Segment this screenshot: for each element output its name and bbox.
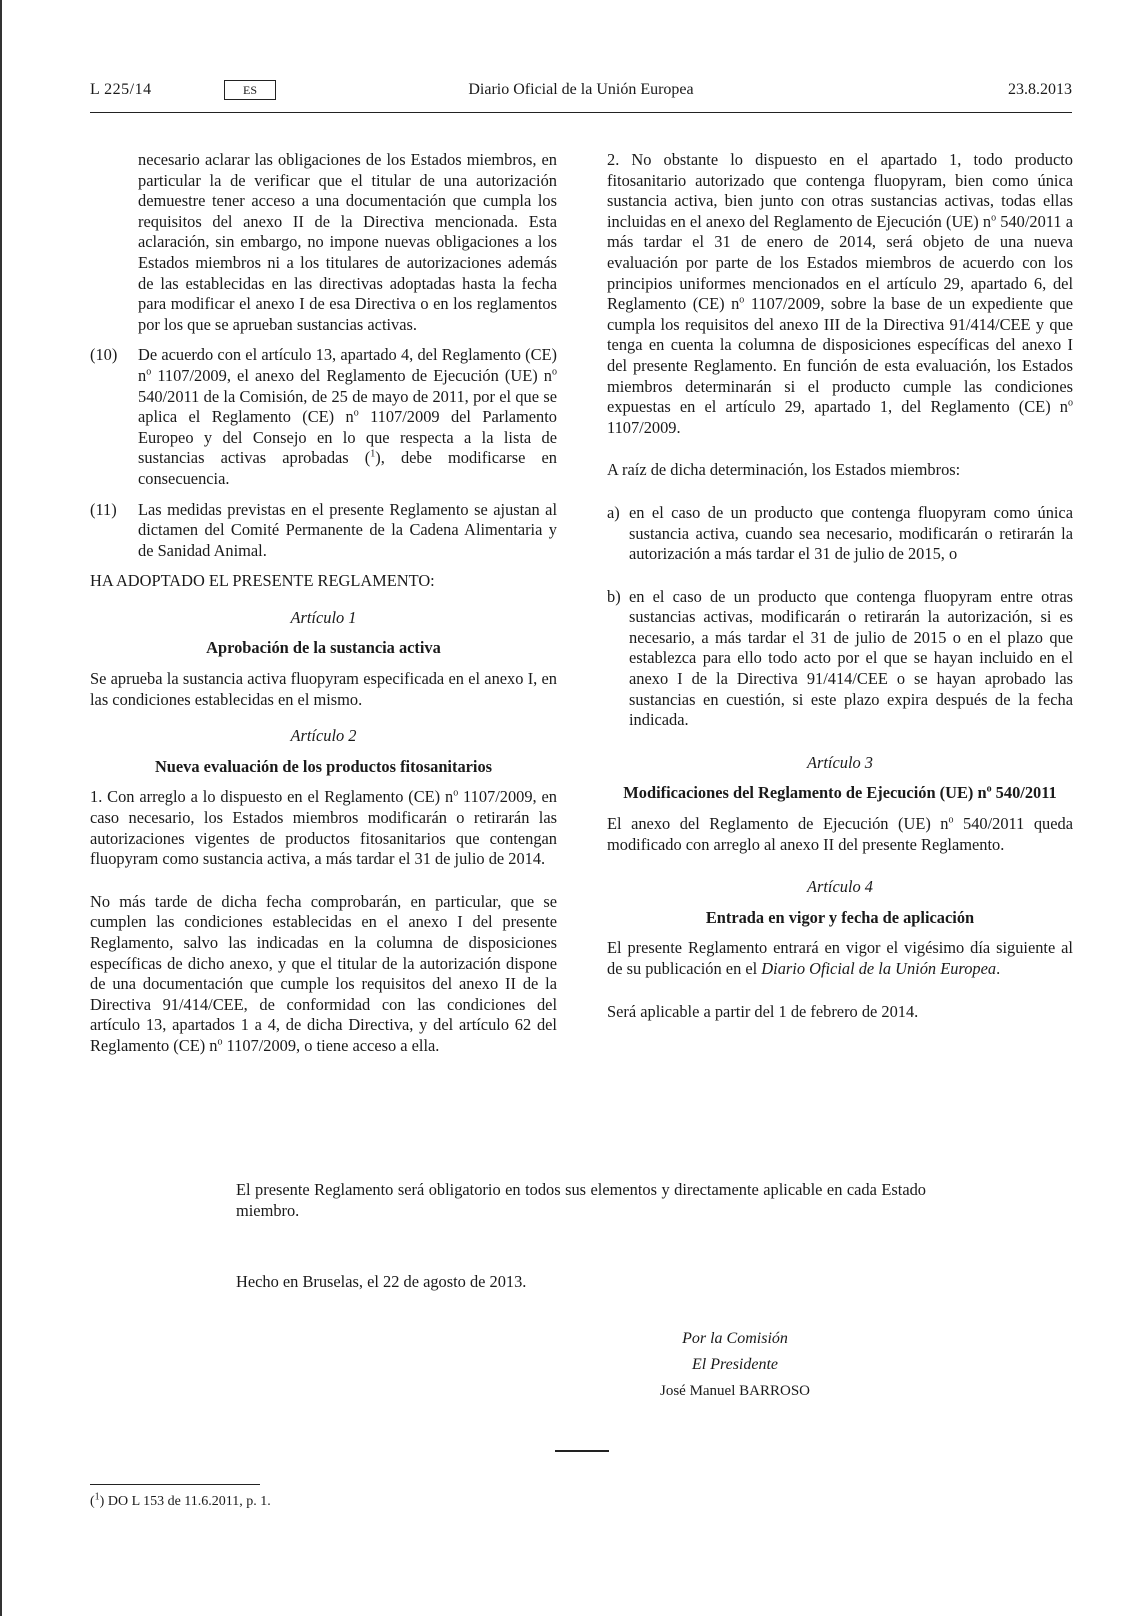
recital-10 <box>90 345 557 489</box>
publication-date: 23.8.2013 <box>1008 81 1072 98</box>
article-4-number: Artículo 4 <box>806 877 873 897</box>
list-text: en el caso de un producto que contenga fluopyram como única sustancia activa, cuando sea necesario, modificarán o retirarán la autorización a más tardar el 31 de julio de 2015, o <box>629 502 1073 564</box>
list-marker: b) <box>607 586 621 606</box>
article-3-number: Artículo 3 <box>806 752 873 772</box>
article-3-text: El anexo del Reglamento de Ejecución (UE) $n^o$ 540/2011 queda modificado con arreglo al anexo II del presente Reglamento. <box>607 814 1073 854</box>
article-2-paragraph-1: 1. Con arreglo a lo dispuesto en el Reglamento (CE) $n^o$ 1107/2009, en caso necesario, los Estados miembros modificarán o retirarán las autorizaciones vigentes de productos fitosanitarios que contengan fluopyram como sustancia activa, a más tardar el 31 de julio de 2014. <box>90 787 557 869</box>
list-item-b <box>607 587 1073 731</box>
article-2-lead-in: A raíz de dicha determinación, los Estados miembros: <box>607 460 961 480</box>
adoption-formula: HA ADOPTADO EL PRESENTE REGLAMENTO: <box>90 571 435 591</box>
list-text: en el caso de un producto que contenga fluopyram entre otras sustancias activas, modificarán o retirarán la autorización, si es necesario, a más tardar el 31 de julio de 2015 o en el plazo que establezca para ello todo acto por el que se hayan incluido en el anexo I de la Directiva 91/414/CEE o se hayan aprobado las sustancias en cuestión, si este plazo expira después de la fecha indicada. <box>629 586 1073 730</box>
journal-title: Diario Oficial de la Unión Europea <box>468 81 694 98</box>
recital-9-continuation: necesario aclarar las obligaciones de los Estados miembros, en particular la de verificar que el titular de una autorización demuestre tener acceso a una documentación que cumpla los requisitos del anexo II de la Directiva mencionada. Esta aclaración, sin embargo, no impone nuevas obligaciones a los Estados miembros ni a los titulares de autorizaciones además de las establecidas en las directivas adoptadas hasta la fecha para modificar el anexo I de esa Directiva o en los reglamentos por los que se aprueban sustancias activas. <box>138 150 557 334</box>
article-1-number: Artículo 1 <box>290 607 357 627</box>
article-4-title: Entrada en vigor y fecha de aplicación <box>705 907 975 927</box>
signature-block <box>620 1326 850 1404</box>
list-item-a <box>607 503 1073 565</box>
article-3-title: Modificaciones del Reglamento de Ejecución (UE) $n^o$ 540/2011 <box>623 783 1057 803</box>
signature-institution: Por la Comisión <box>682 1330 788 1347</box>
signature-name: José Manuel BARROSO <box>659 1383 810 1399</box>
end-of-text-rule <box>555 1450 609 1452</box>
footnote-mark: 1 <box>94 1491 100 1503</box>
signature-role: El Presidente <box>691 1356 779 1373</box>
list-marker: a) <box>607 502 620 522</box>
article-2-number: Artículo 2 <box>290 726 357 746</box>
recital-number: (10) <box>90 345 118 365</box>
recital-11 <box>90 500 557 562</box>
article-2-title: Nueva evaluación de los productos fitosanitarios <box>154 756 493 776</box>
binding-clause: El presente Reglamento será obligatorio en todos sus elementos y directamente aplicable en cada Estado miembro. <box>236 1180 926 1220</box>
page-header <box>90 80 1072 113</box>
article-2-paragraph-2: 2. No obstante lo dispuesto en el apartado 1, todo producto fitosanitario autorizado que contenga fluopyram, bien como única sustancia activa, bien junto con otras sustancias activas, todas ellas incluidas en el anexo del Reglamento de Ejecución (UE) $n^o$ 540/2011 a más tardar el 31 de enero de 2014, será objeto de una nueva evaluación por parte de los Estados miembros de acuerdo con los principios uniformes mencionados en el artículo 29, apartado 6, del Reglamento (CE) $n^o$ 1107/2009, sobre la base de un expediente que cumpla los requisitos del anexo III de la Directiva 91/414/CEE y que tenga en cuenta la columna de disposiciones específicas del anexo I del presente Reglamento. En función de esta evaluación, los Estados miembros determinarán si el producto cumple las condiciones expuestas en el artículo 29, apartado 1, del Reglamento (CE) $n^o$ 1107/2009. <box>607 150 1074 437</box>
place-and-date: Hecho en Bruselas, el 22 de agosto de 2013. <box>236 1272 527 1291</box>
recital-number: (11) <box>90 499 117 519</box>
left-column <box>90 150 557 1057</box>
article-1-text: Se aprueba la sustancia activa fluopyram especificada en el anexo I, en las condiciones establecidas en el mismo. <box>90 669 557 709</box>
footnote: ($^1$) DO L 153 de 11.6.2011, p. 1. <box>90 1491 271 1509</box>
article-4-paragraph-2: Será aplicable a partir del 1 de febrero de 2014. <box>607 1001 919 1021</box>
article-2-paragraph-1-cont: No más tarde de dicha fecha comprobarán, en particular, que se cumplen las condiciones establecidas en el anexo I del presente Reglamento, salvo las indicadas en la columna de disposiciones específicas de dicho anexo, y que el titular de la autorización dispone de una documentación que cumple los requisitos del anexo II de la Directiva 91/414/CEE, de conformidad con las condiciones del artículo 13, apartados 1 a 4, de dicha Directiva, y del artículo 62 del Reglamento (CE) $n^o$ 1107/2009, o tiene acceso a ella. <box>90 891 557 1055</box>
footnote-separator <box>90 1484 260 1485</box>
journal-reference: L 225/14 <box>90 81 152 98</box>
footnote-text: DO L 153 de 11.6.2011, p. 1. <box>104 1494 271 1509</box>
recital-text: Las medidas previstas en el presente Reglamento se ajustan al dictamen del Comité Permanente de la Cadena Alimentaria y de Sanidad Animal. <box>138 499 557 560</box>
right-column <box>607 150 1073 1022</box>
footnote-ref: 1 <box>370 448 376 460</box>
language-badge: ES <box>224 80 276 100</box>
article-4-paragraph-1: El presente Reglamento entrará en vigor el vigésimo día siguiente al de su publicación en el Diario Oficial de la Unión Europea. <box>607 938 1073 978</box>
recital-text: De acuerdo con el artículo 13, apartado 4, del Reglamento (CE) $n^o$ 1107/2009, el anexo del Reglamento de Ejecución (UE) $n^o$ 540/2011 de la Comisión, de 25 de mayo de 2011, por el que se aplica el Reglamento (CE) $n^o$ 1107/2009 del Parlamento Europeo y del Consejo en lo que respecta a la lista de sustancias activas aprobadas ($^1$), debe modificarse en consecuencia. <box>138 345 557 488</box>
article-1-title: Aprobación de la sustancia activa <box>206 638 441 658</box>
